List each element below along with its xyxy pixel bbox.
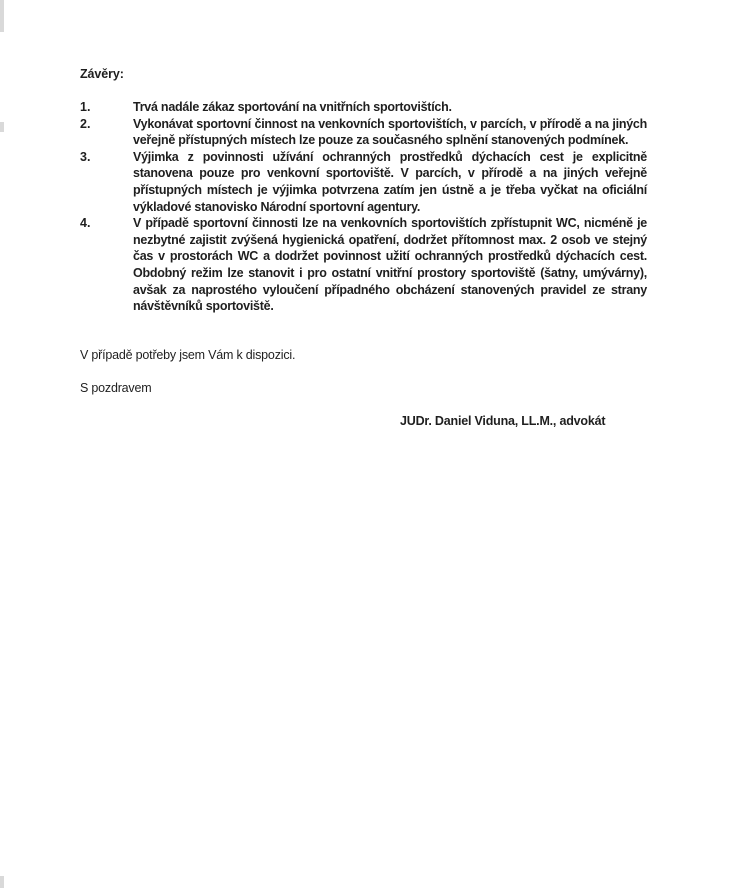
page-edge-mark bbox=[0, 0, 4, 32]
conclusion-text: Výjimka z povinnosti užívání ochranných prostředků dýchacích cest je explicitně stanovena pouze pro venkovní sportoviště. V parcích, v přírodě a na jiných veřejně přístupných místech je výjimka potvrzena zatím jen ústně a je třeba vyčkat na oficiální výkladové stanovisko Národní sportovní agentury. bbox=[133, 149, 647, 214]
conclusion-text: Vykonávat sportovní činnost na venkovních sportovištích, v parcích, v přírodě a na jiných veřejně přístupných místech lze pouze za současného splnění stanovených podmínek. bbox=[133, 116, 647, 148]
conclusion-item bbox=[80, 149, 647, 215]
conclusion-item bbox=[80, 215, 647, 315]
conclusion-number: 2. bbox=[80, 116, 91, 131]
conclusion-number: 4. bbox=[80, 216, 91, 231]
conclusions-list bbox=[80, 99, 647, 315]
page-edge-mark bbox=[0, 122, 4, 132]
conclusions-heading: Závěry: bbox=[80, 67, 124, 81]
conclusion-item bbox=[80, 116, 647, 149]
page-edge-mark bbox=[0, 876, 4, 888]
conclusion-text: Trvá nadále zákaz sportování na vnitřních sportovištích. bbox=[133, 100, 452, 114]
conclusion-number: 3. bbox=[80, 149, 91, 164]
conclusion-item bbox=[80, 99, 647, 116]
greeting: S pozdravem bbox=[80, 381, 152, 395]
conclusion-number: 1. bbox=[80, 100, 91, 114]
signature: JUDr. Daniel Viduna, LL.M., advokát bbox=[400, 414, 606, 428]
conclusion-text: V případě sportovní činnosti lze na venkovních sportovištích zpřístupnit WC, nicméně je nezbytné zajistit zvýšená hygienická opatření, dodržet přítomnost max. 2 osob ve stejný čas v prostorách WC a dodržet povinnost užití ochranných prostředků dýchacích cest. Obdobný režim lze stanovit i pro ostatní vnitřní prostory sportoviště (šatny, umývárny), avšak za naprostého vyloučení případného obcházení stanovených pravidel ze strany návštěvníků sportoviště. bbox=[133, 216, 647, 314]
closing-sentence: V případě potřeby jsem Vám k dispozici. bbox=[80, 348, 296, 362]
